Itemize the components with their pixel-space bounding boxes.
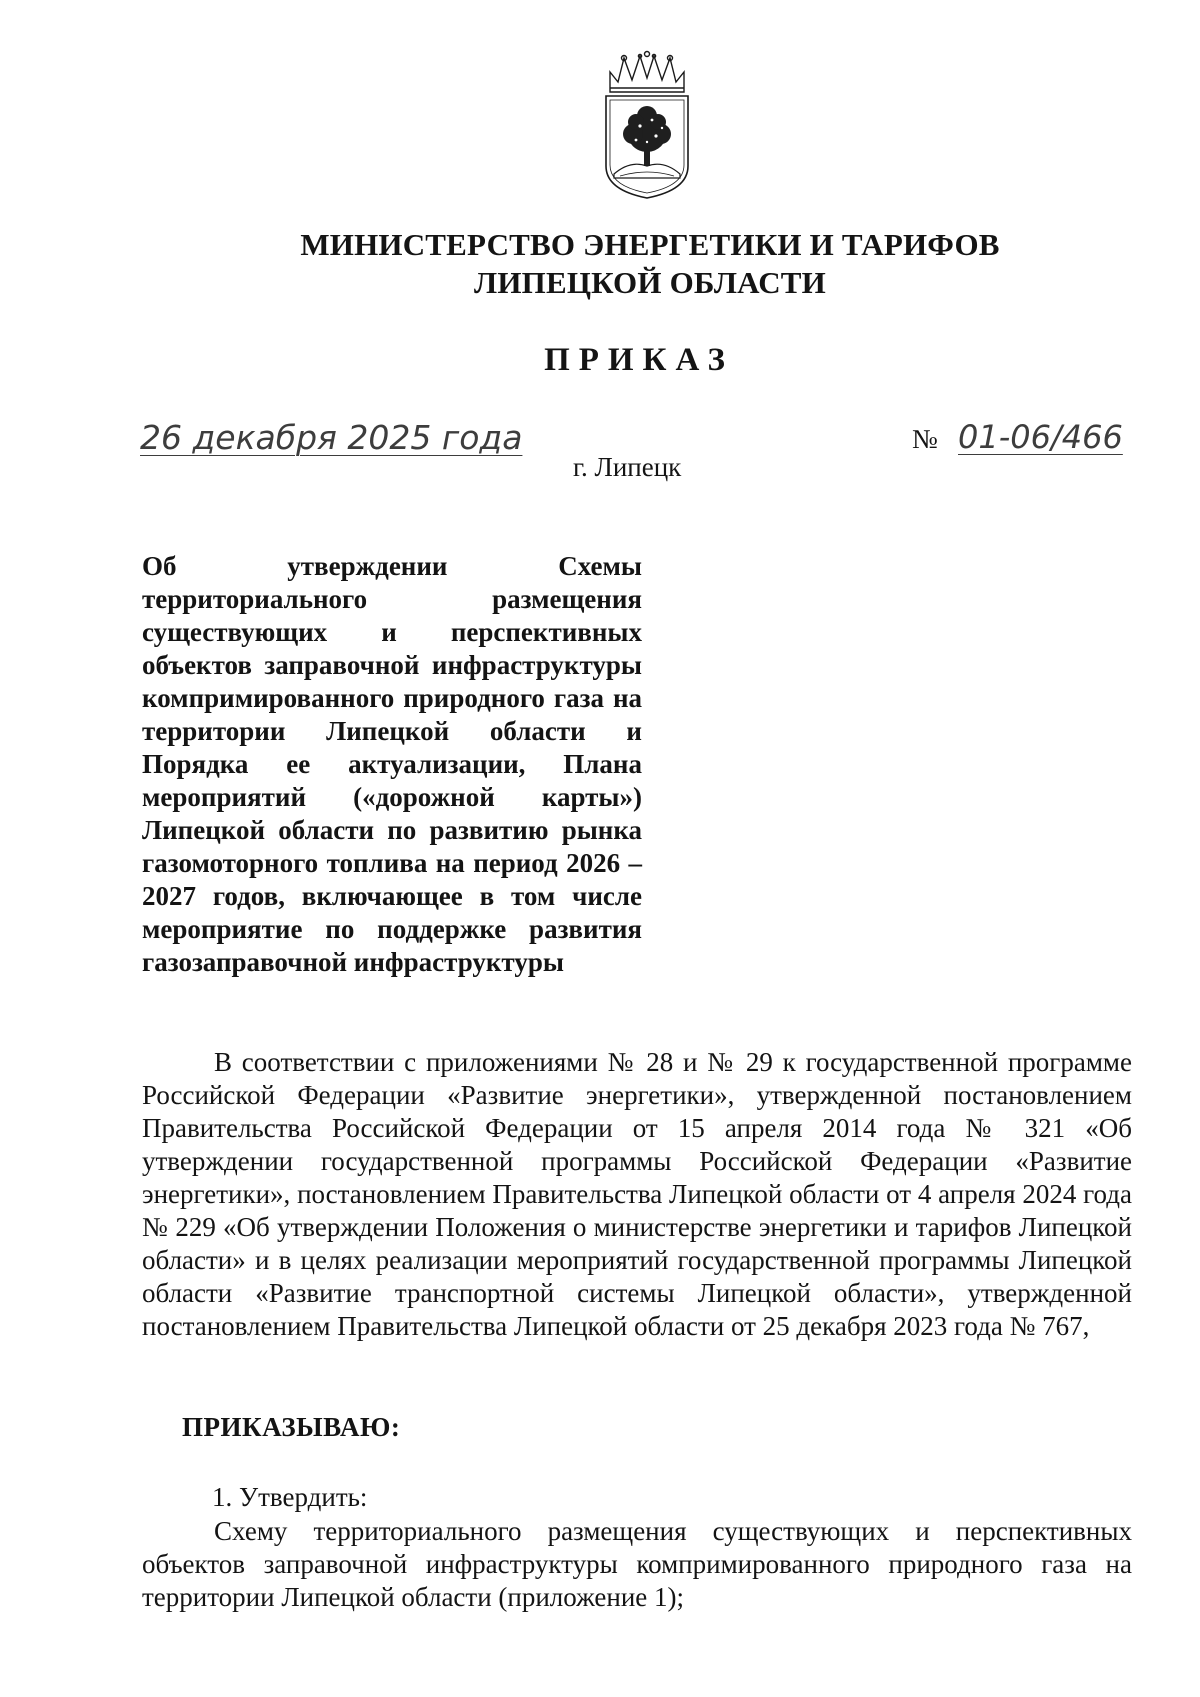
- coat-of-arms-icon: [600, 50, 694, 200]
- handwritten-order-number: 01-06/466: [958, 418, 1123, 456]
- city-name: г. Липецк: [573, 452, 682, 482]
- item-1-text: Схему территориального размещения существующих и перспективных объектов заправочной инфраструктуры компримированного природного газа на территории Липецкой области (приложение 1);: [142, 1516, 1132, 1612]
- ministry-name: [200, 226, 1100, 302]
- ministry-name-line2: ЛИПЕЦКОЙ ОБЛАСТИ: [474, 265, 826, 300]
- preamble-paragraph: В соответствии с приложениями № 28 и № 29 к государственной программе Российской Федерации «Развитие энергетики», утвержденной постановлением Правительства Российской Федерации от 15 апреля 2014 года № 321 «Об утверждении государственной программы Российской Федерации «Развитие энергетики», постановлением Правительства Липецкой области от 4 апреля 2024 года № 229 «Об утверждении Положения о министерстве энергетики и тарифов Липецкой области» и в целях реализации мероприятий государственной программы Липецкой области «Развитие транспортной системы Липецкой области», утвержденной постановлением Правительства Липецкой области от 25 декабря 2023 года № 767,: [142, 1047, 1132, 1341]
- decree-word: ПРИКАЗЫВАЮ:: [182, 1412, 401, 1442]
- order-subject-text: Об утверждении Схемы территориального размещения существующих и перспективных объектов заправочной инфраструктуры компримированного природного газа на территории Липецкой области и Порядка ее актуализации, Плана мероприятий («дорожной карты») Липецкой области по развитию рынка газомоторного топлива на период 2026 – 2027 годов, включающее в том числе мероприятие по поддержке развития газозаправочной инфраструктуры: [142, 551, 642, 977]
- item-1-heading: 1. Утвердить:: [212, 1482, 368, 1512]
- order-subject-title: [142, 550, 642, 979]
- document-type-title: ПРИКАЗ: [544, 342, 734, 378]
- ministry-name-line1: МИНИСТЕРСТВО ЭНЕРГЕТИКИ И ТАРИФОВ: [300, 227, 1000, 262]
- handwritten-date: 26 декабря 2025 года: [140, 418, 523, 457]
- number-label: №: [912, 424, 938, 454]
